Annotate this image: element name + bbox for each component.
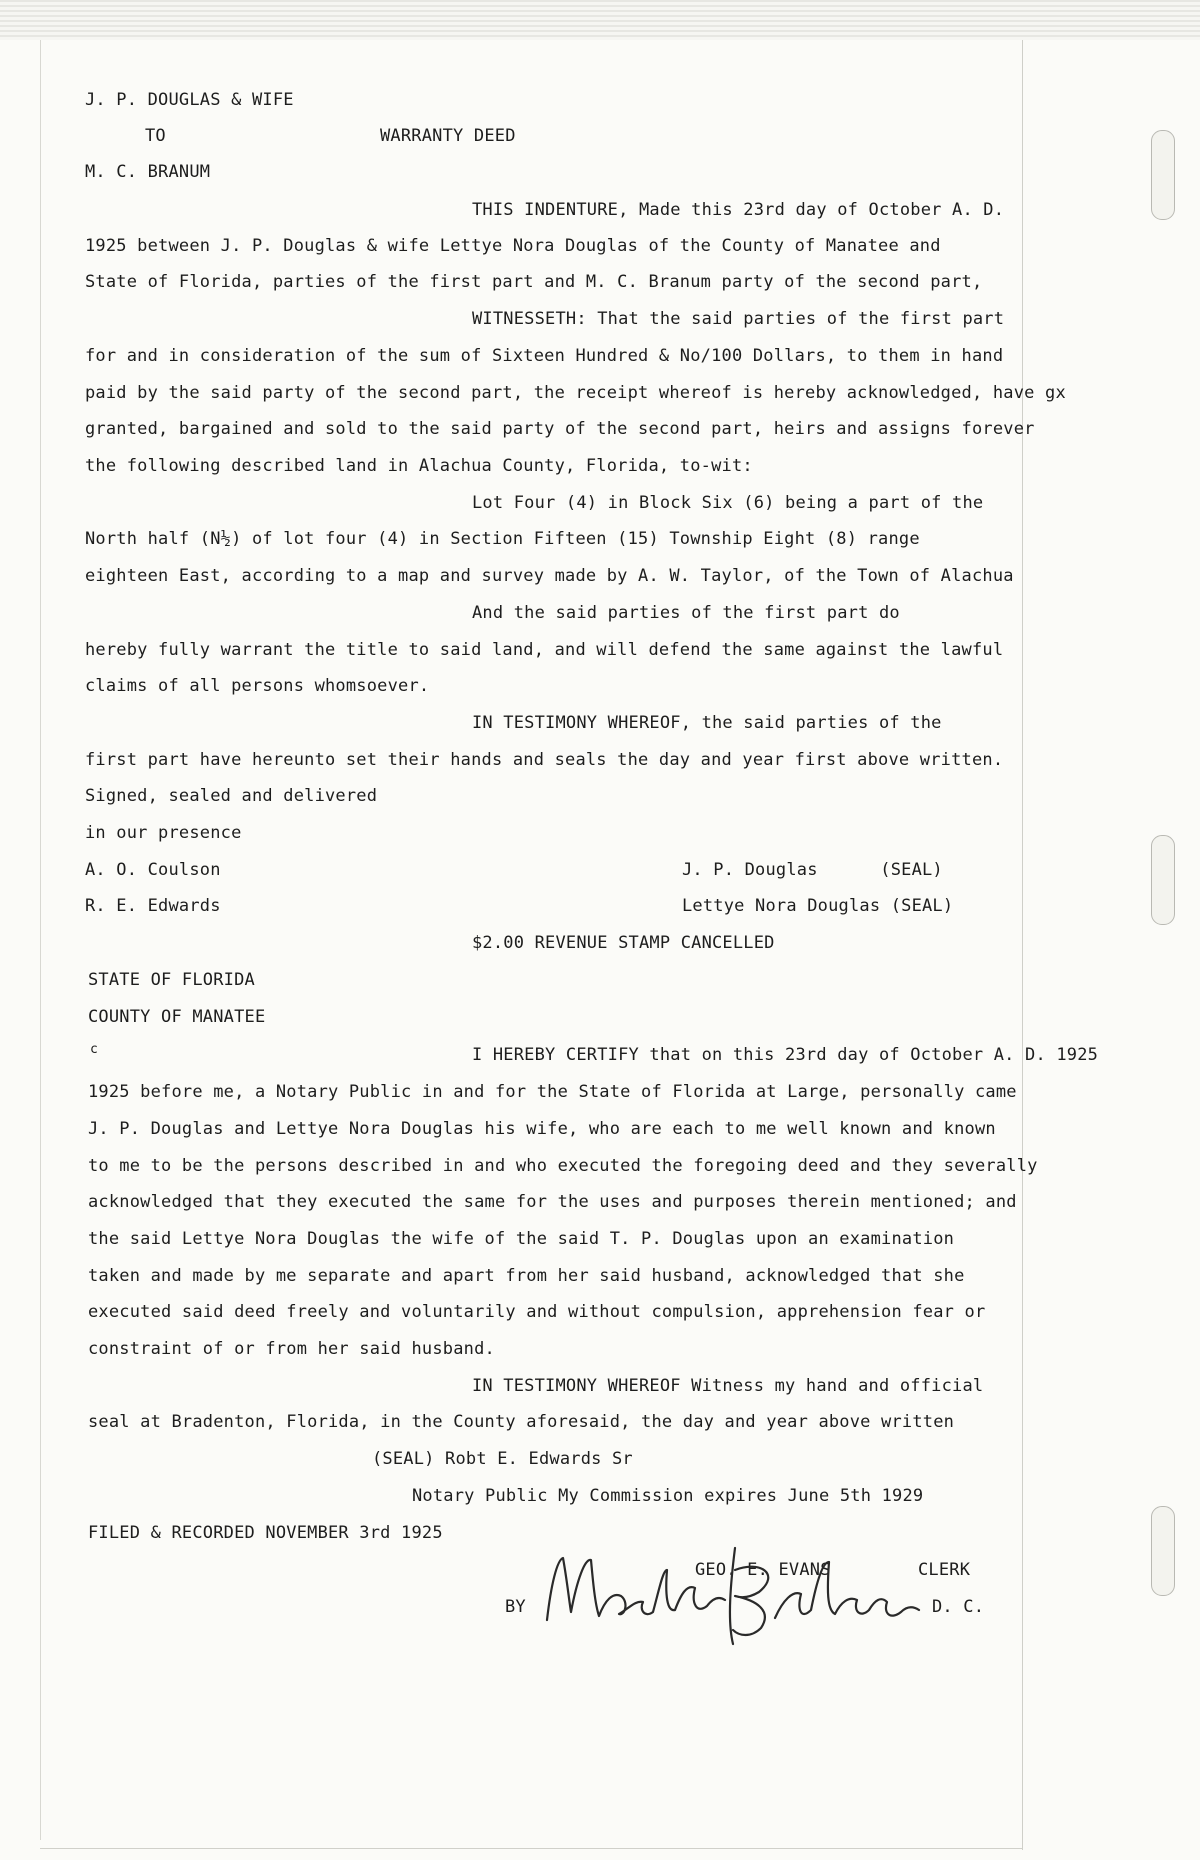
scan-top-band [0, 0, 1200, 40]
revenue-stamp-note: $2.00 REVENUE STAMP CANCELLED [472, 933, 775, 953]
acknowledgment-line: constraint of or from her said husband. [88, 1339, 495, 1359]
acknowledgment-line: 1925 before me, a Notary Public in and for the State of Florida at Large, personally came [88, 1082, 1017, 1102]
venue-state: STATE OF FLORIDA [88, 970, 255, 990]
deed-line: WITNESSETH: That the said parties of the first part [472, 309, 1005, 329]
signatory-line: Lettye Nora Douglas (SEAL) [682, 896, 954, 916]
acknowledgment-line: to me to be the persons described in and who executed the foregoing deed and they severally [88, 1156, 1038, 1176]
acknowledgment-line: IN TESTIMONY WHEREOF Witness my hand and official [472, 1376, 984, 1396]
deed-line: Signed, sealed and delivered [85, 786, 378, 806]
acknowledgment-line: seal at Bradenton, Florida, in the County aforesaid, the day and year above written [88, 1412, 955, 1432]
deed-line: State of Florida, parties of the first part and M. C. Branum party of the second part, [85, 272, 983, 292]
notary-seal-line: (SEAL) Robt E. Edwards Sr [372, 1449, 633, 1469]
clerk-name: GEO. E. EVANS [695, 1560, 831, 1580]
acknowledgment-line: I HEREBY CERTIFY that on this 23rd day of October A. D. 1925 [472, 1045, 1099, 1065]
deed-line: hereby fully warrant the title to said land, and will defend the same against the lawful [85, 640, 1004, 660]
acknowledgment-line: taken and made by me separate and apart from her said husband, acknowledged that she [88, 1266, 965, 1286]
deed-line: claims of all persons whomsoever. [85, 676, 430, 696]
deed-line: for and in consideration of the sum of Sixteen Hundred & No/100 Dollars, to them in hand [85, 346, 1004, 366]
margin-mark: c [90, 1042, 99, 1057]
grantor-heading: J. P. DOUGLAS & WIFE [85, 90, 294, 110]
document-type-heading: WARRANTY DEED [380, 126, 516, 146]
witness-name: R. E. Edwards [85, 896, 221, 916]
clerk-title: CLERK [918, 1560, 971, 1580]
deed-line: And the said parties of the first part do [472, 603, 900, 623]
deed-line: first part have hereunto set their hands and seals the day and year first above written. [85, 750, 1004, 770]
binder-hole-bottom [1151, 1506, 1175, 1596]
page-left-edge [40, 40, 41, 1840]
deed-line: 1925 between J. P. Douglas & wife Lettye Nora Douglas of the County of Manatee and [85, 236, 941, 256]
to-heading: TO [145, 126, 166, 146]
notary-commission-line: Notary Public My Commission expires June 5th 1929 [412, 1486, 924, 1506]
acknowledgment-line: acknowledged that they executed the same for the uses and purposes therein mentioned; and [88, 1192, 1017, 1212]
deed-line: North half (N½) of lot four (4) in Section Fifteen (15) Township Eight (8) range [85, 529, 920, 549]
deed-line: the following described land in Alachua County, Florida, to-wit: [85, 456, 753, 476]
deed-line: in our presence [85, 823, 242, 843]
acknowledgment-line: the said Lettye Nora Douglas the wife of the said T. P. Douglas upon an examination [88, 1229, 955, 1249]
deed-line: granted, bargained and sold to the said party of the second part, heirs and assigns forever [85, 419, 1035, 439]
filed-recorded-line: FILED & RECORDED NOVEMBER 3rd 1925 [88, 1523, 443, 1543]
acknowledgment-line: executed said deed freely and voluntarily and without compulsion, apprehension fear or [88, 1302, 986, 1322]
grantee-heading: M. C. BRANUM [85, 162, 211, 182]
page-right-edge [1022, 40, 1023, 1850]
deed-line: THIS INDENTURE, Made this 23rd day of October A. D. [472, 200, 1005, 220]
venue-county: COUNTY OF MANATEE [88, 1007, 266, 1027]
binder-hole-middle [1151, 835, 1175, 925]
acknowledgment-line: J. P. Douglas and Lettye Nora Douglas his wife, who are each to me well known and known [88, 1119, 996, 1139]
page-bottom-edge [40, 1848, 1022, 1849]
deputy-clerk-label: D. C. [932, 1597, 985, 1617]
deed-line: paid by the said party of the second part, the receipt whereof is hereby acknowledged, have gx [85, 383, 1066, 403]
witness-name: A. O. Coulson [85, 860, 221, 880]
by-label: BY [505, 1597, 526, 1617]
binder-hole-top [1151, 130, 1175, 220]
signatory-line: J. P. Douglas (SEAL) [682, 860, 943, 880]
deputy-clerk-signature [535, 1540, 925, 1650]
deed-line: Lot Four (4) in Block Six (6) being a part of the [472, 493, 984, 513]
deed-line: eighteen East, according to a map and survey made by A. W. Taylor, of the Town of Alachua [85, 566, 1014, 586]
deed-line: IN TESTIMONY WHEREOF, the said parties of the [472, 713, 942, 733]
